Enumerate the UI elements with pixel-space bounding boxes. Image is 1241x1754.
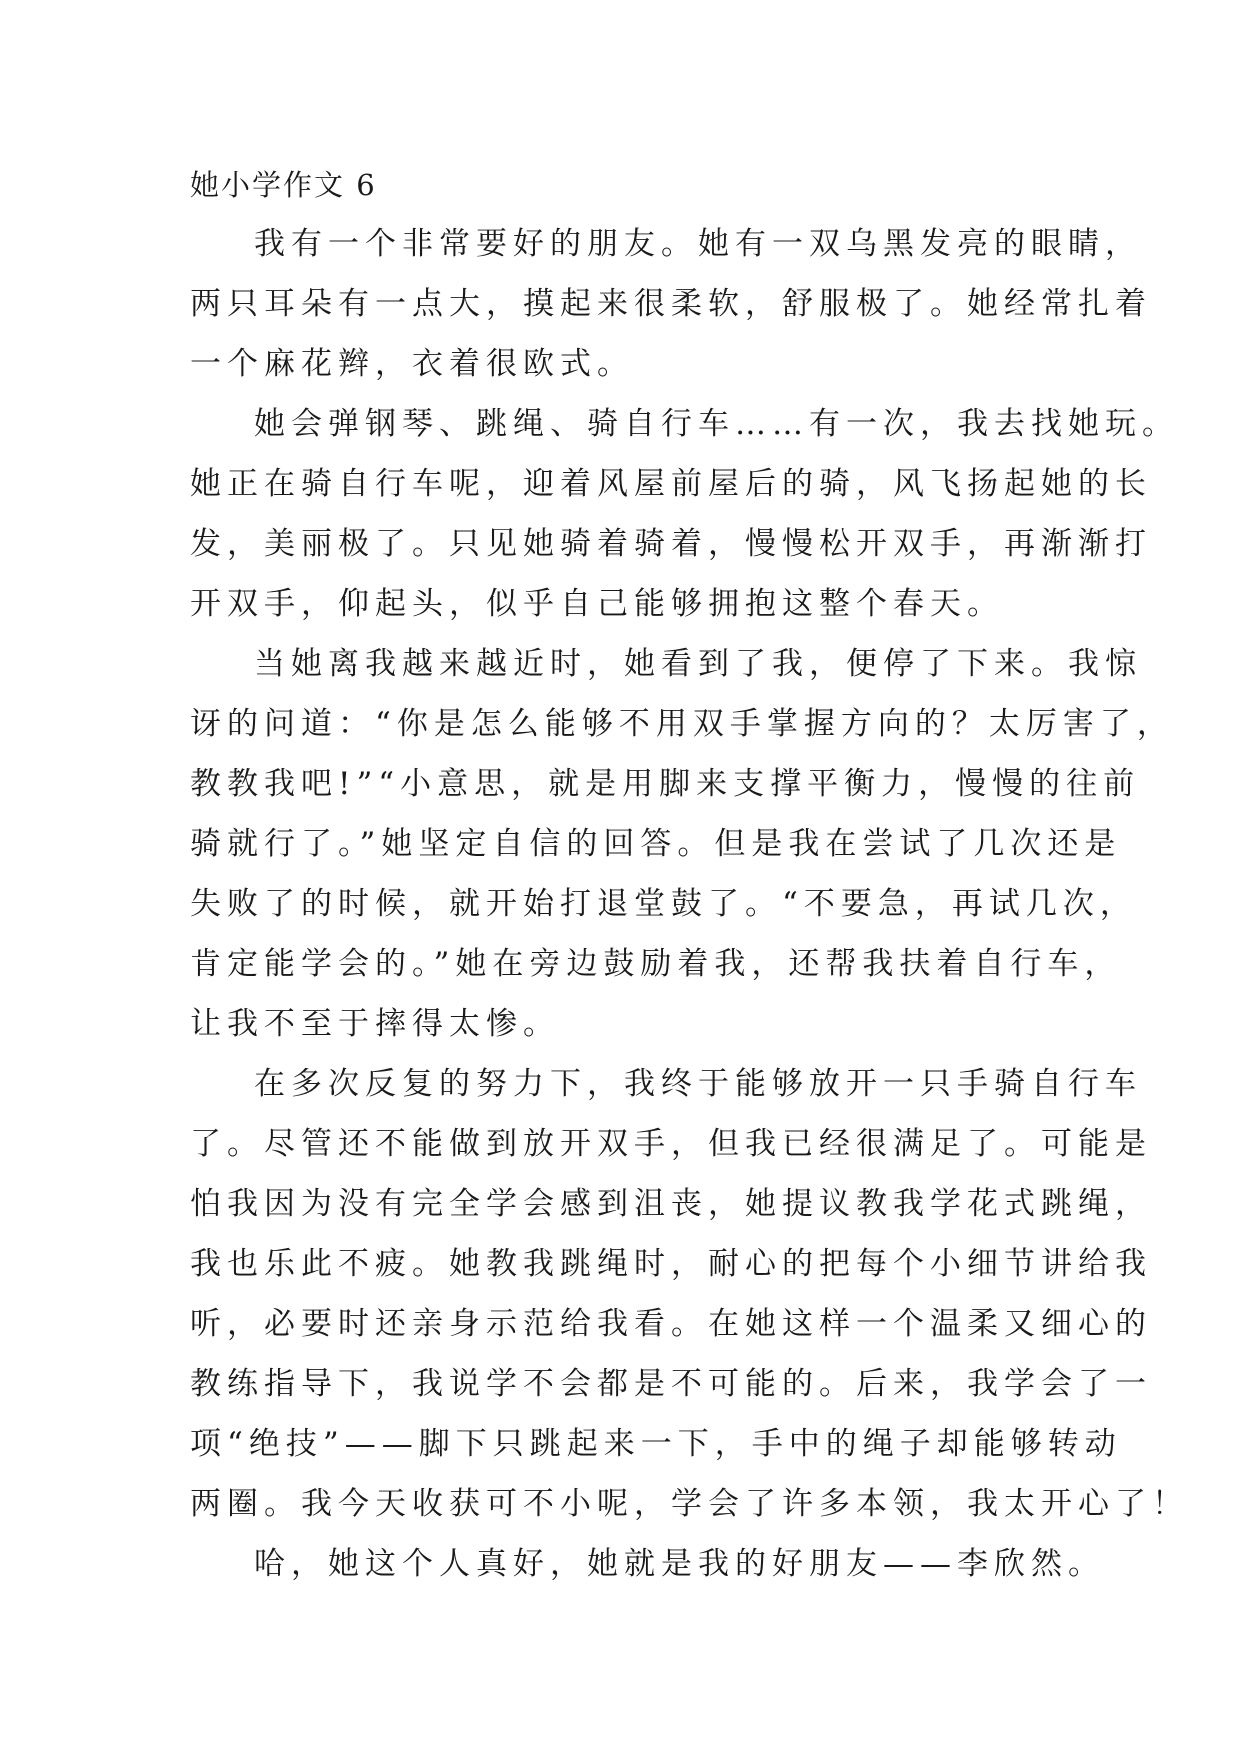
paragraph-line: 怕我因为没有完全学会感到沮丧，她提议教我学花式跳绳， [190, 1186, 1152, 1222]
paragraph-2 [190, 394, 1179, 634]
paragraph-1 [190, 214, 1152, 394]
paragraph-line: 发，美丽极了。只见她骑着骑着，慢慢松开双手，再渐渐打 [190, 526, 1152, 562]
paragraph-line: 了。尽管还不能做到放开双手，但我已经很满足了。可能是 [190, 1126, 1152, 1162]
essay-title: 她小学作文 6 [190, 168, 377, 202]
paragraph-line: 骑就行了。”她坚定自信的回答。但是我在尝试了几次还是 [190, 826, 1122, 862]
paragraph-line: 我也乐此不疲。她教我跳绳时，耐心的把每个小细节讲给我 [190, 1246, 1152, 1282]
paragraph-3 [190, 634, 1174, 1054]
paragraph-line: 听，必要时还亲身示范给我看。在她这样一个温柔又细心的 [190, 1306, 1152, 1342]
paragraph-5 [190, 1534, 1105, 1594]
paragraph-line: 当她离我越来越近时，她看到了我，便停了下来。我惊 [254, 646, 1142, 682]
paragraph-line: 两圈。我今天收获可不小呢，学会了许多本领，我太开心了！ [190, 1486, 1189, 1522]
paragraph-line: 她正在骑自行车呢，迎着风屋前屋后的骑，风飞扬起她的长 [190, 466, 1152, 502]
paragraph-line: 肯定能学会的。”她在旁边鼓励着我，还帮我扶着自行车， [190, 946, 1122, 982]
paragraph-line: 教教我吧!”“小意思，就是用脚来支撑平衡力，慢慢的往前 [190, 766, 1141, 802]
paragraph-line: 让我不至于摔得太惨。 [190, 1006, 560, 1042]
paragraph-line: 一个麻花辫，衣着很欧式。 [190, 346, 634, 382]
paragraph-line: 她会弹钢琴、跳绳、骑自行车……有一次，我去找她玩。 [254, 406, 1179, 442]
paragraph-line: 教练指导下，我说学不会都是不可能的。后来，我学会了一 [190, 1366, 1152, 1402]
paragraph-4 [190, 1054, 1189, 1534]
paragraph-line: 失败了的时候，就开始打退堂鼓了。“不要急，再试几次， [190, 886, 1137, 922]
paragraph-line: 讶的问道：“你是怎么能够不用双手掌握方向的？太厉害了， [190, 706, 1174, 742]
paragraph-line: 在多次反复的努力下，我终于能够放开一只手骑自行车 [254, 1066, 1142, 1102]
paragraph-line: 两只耳朵有一点大，摸起来很柔软，舒服极了。她经常扎着 [190, 286, 1152, 322]
paragraph-line: 项“绝技”——脚下只跳起来一下，手中的绳子却能够转动 [190, 1426, 1122, 1462]
paragraph-line: 我有一个非常要好的朋友。她有一双乌黑发亮的眼睛， [254, 226, 1142, 262]
paragraph-line: 开双手，仰起头，似乎自己能够拥抱这整个春天。 [190, 586, 1004, 622]
essay-body [190, 162, 1189, 1594]
paragraph-line: 哈，她这个人真好，她就是我的好朋友——李欣然。 [254, 1546, 1105, 1582]
